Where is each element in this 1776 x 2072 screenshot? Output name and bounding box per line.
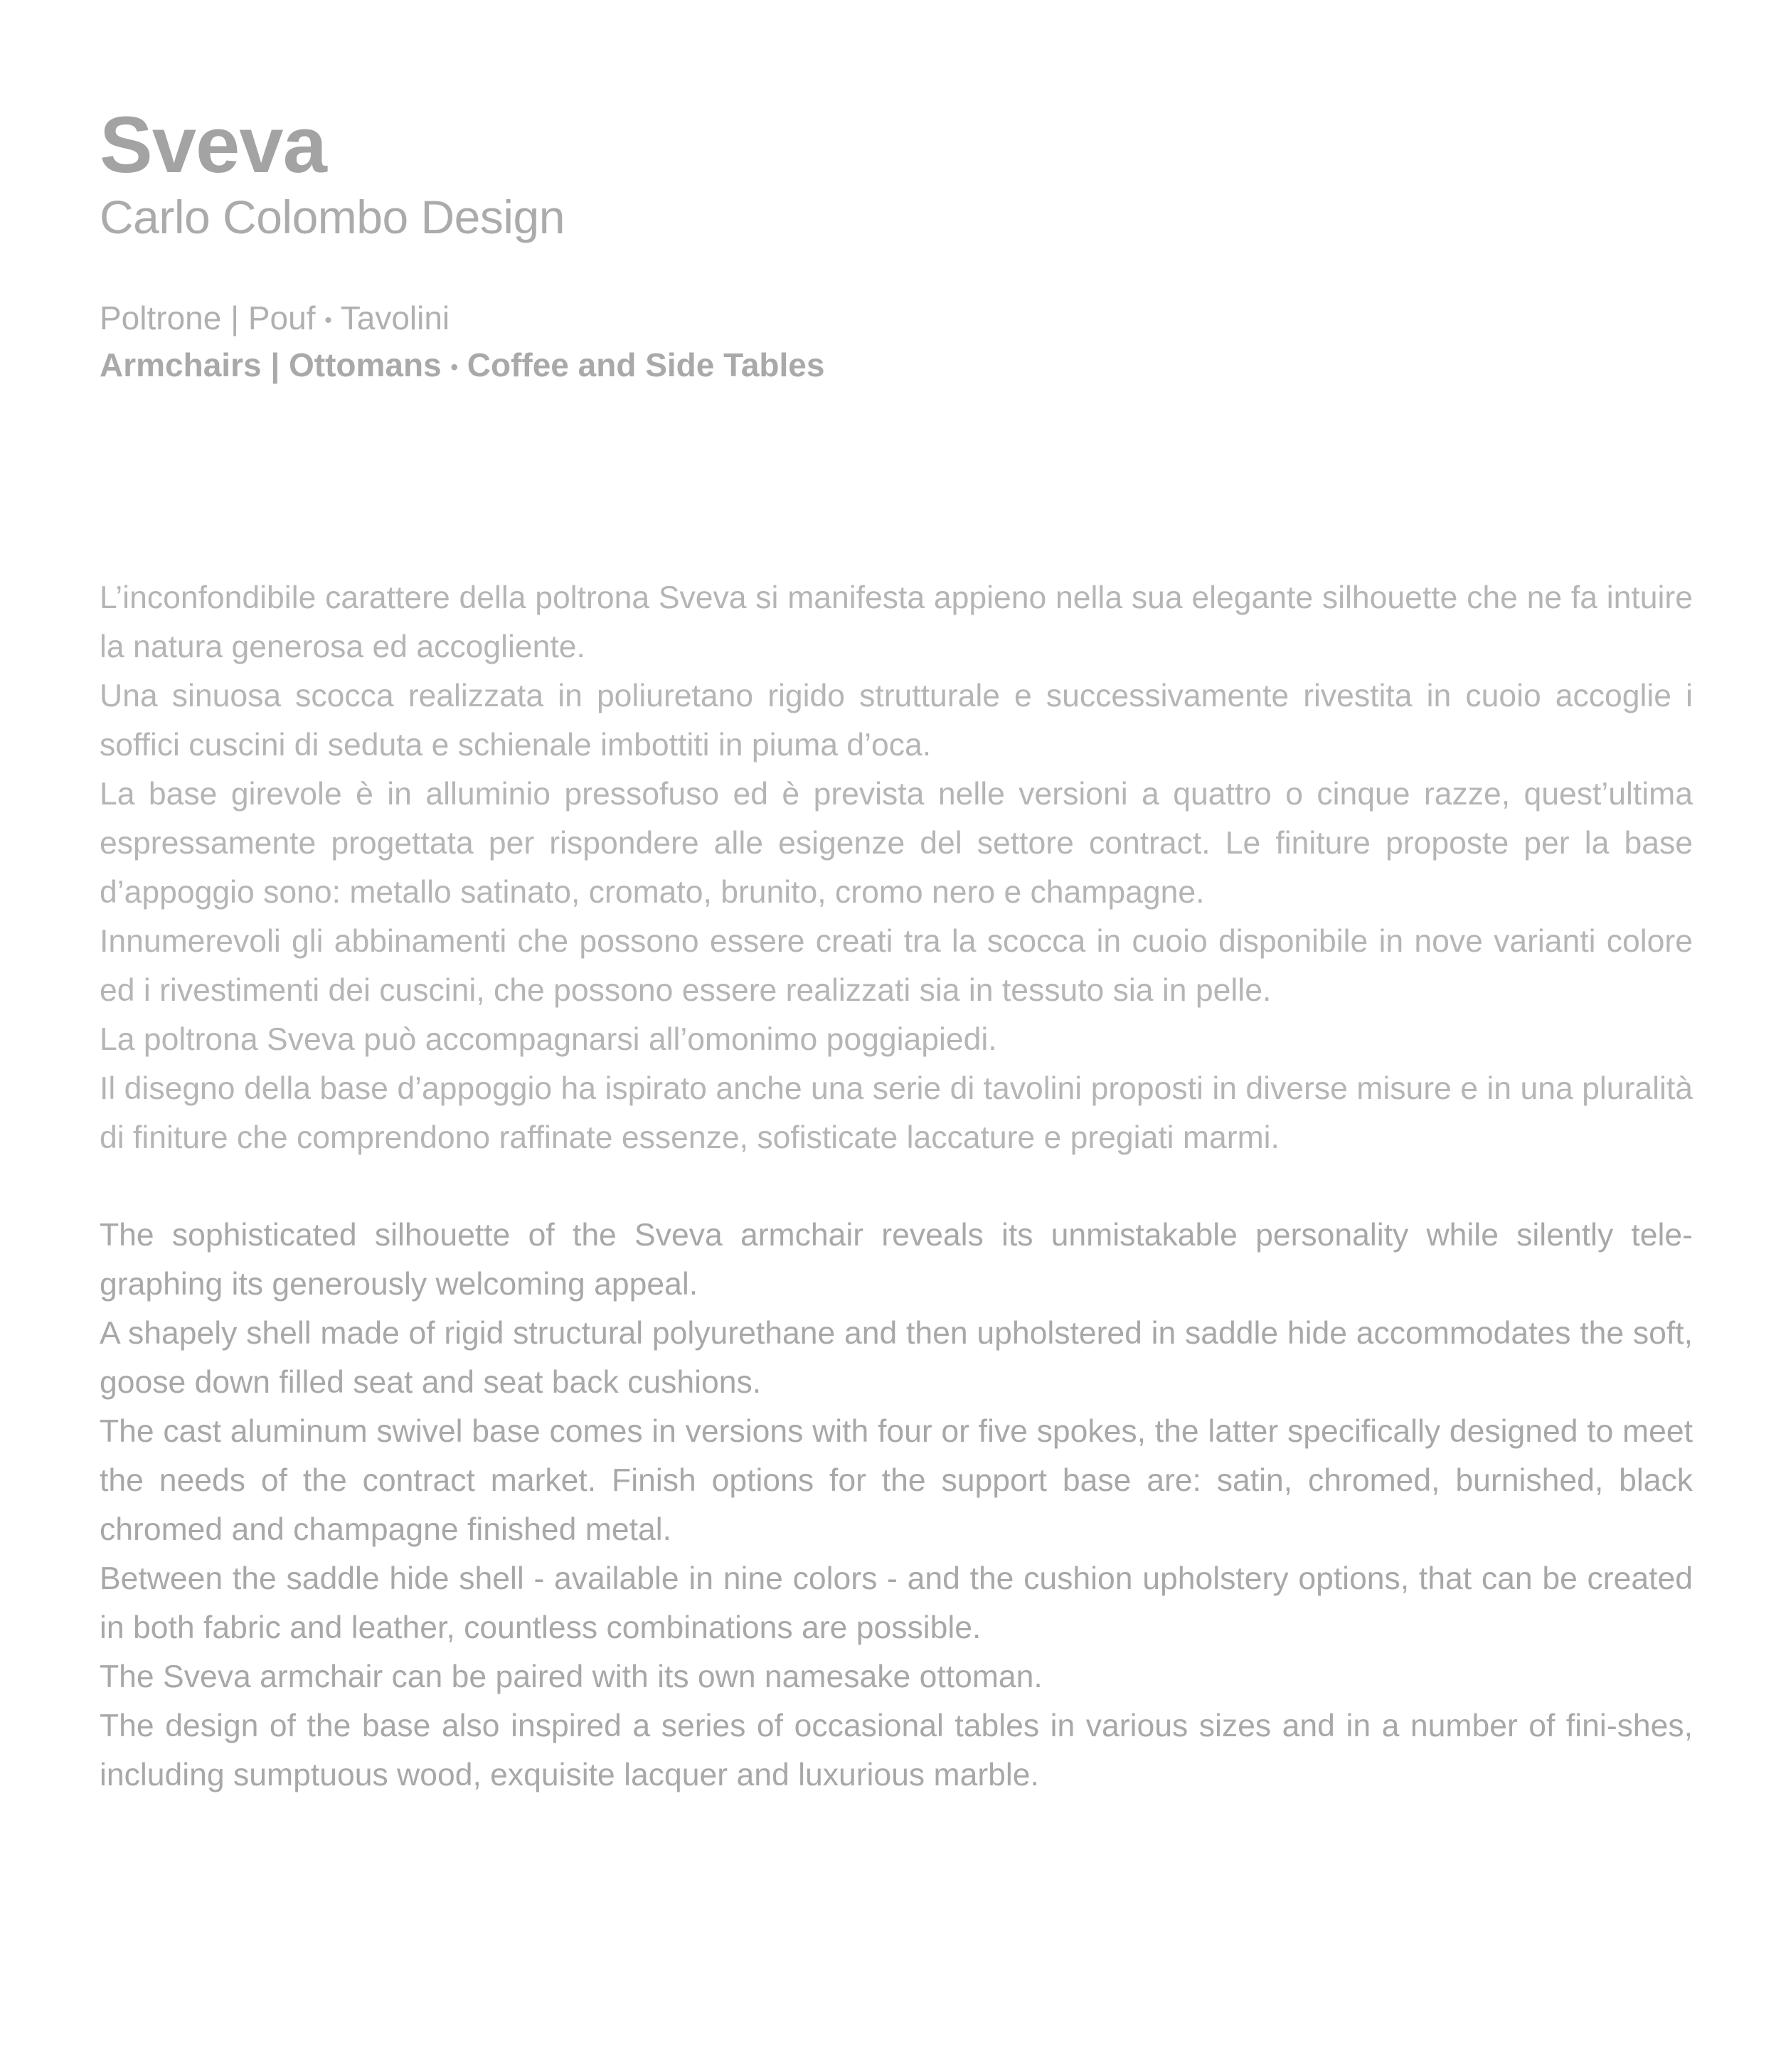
paragraph-it: La poltrona Sveva può accompagnarsi all’omonimo poggiapiedi.: [100, 1022, 997, 1057]
designer-name: Carlo Colombo Design: [100, 191, 565, 243]
description-english: [100, 1211, 1693, 1800]
paragraph-en: The sophisticated silhouette of the Sveva armchair reveals its unmistakable personality while silently tele-graphing its generously welcoming appeal.: [100, 1218, 1693, 1302]
product-title: Sveva: [100, 100, 326, 189]
paragraph-it: Il disegno della base d’appoggio ha ispirato anche una serie di tavolini proposti in diverse misure e in una pluralità di finiture che comprendono raffinate essenze, sofisticate laccature e pregiati marmi.: [100, 1071, 1693, 1155]
paragraph-it: La base girevole è in alluminio pressofuso ed è prevista nelle versioni a quattro o cinque razze, quest’ultima espressamente progettata per rispondere alle esigenze del settore contract. Le finiture proposte per la base d’appoggio sono: metallo satinato, cromato, brunito, cromo nero e champagne.: [100, 777, 1693, 910]
categories-english-secondary: Coffee and Side Tables: [467, 346, 825, 383]
paragraph-it: L’inconfondibile carattere della poltrona Sveva si manifesta appieno nella sua elegante silhouette che ne fa intuire la natura generosa ed accogliente.: [100, 580, 1693, 664]
categories-english: [100, 346, 825, 383]
paragraph-en: The design of the base also inspired a series of occasional tables in various sizes and in a number of fini-shes, including sumptuous wood, exquisite lacquer and luxurious marble.: [100, 1709, 1693, 1792]
paragraph-en: A shapely shell made of rigid structural polyurethane and then upholstered in saddle hide accommodates the soft, goose down filled seat and seat back cushions.: [100, 1316, 1693, 1400]
bullet-separator: •: [324, 308, 332, 332]
paragraph-en: The Sveva armchair can be paired with its own namesake ottoman.: [100, 1659, 1043, 1694]
paragraph-en: The cast aluminum swivel base comes in versions with four or five spokes, the latter specifically designed to meet the needs of the contract market. Finish options for the support base are: satin, chromed, burnished, black chromed and champagne finished metal.: [100, 1414, 1693, 1547]
bullet-separator: •: [450, 355, 458, 379]
paragraph-en: Between the saddle hide shell - available in nine colors - and the cushion upholstery options, that can be created in both fabric and leather, countless combinations are possible.: [100, 1561, 1693, 1645]
description-italian: [100, 573, 1693, 1162]
categories-english-primary: Armchairs | Ottomans: [100, 346, 442, 383]
paragraph-it: Una sinuosa scocca realizzata in poliuretano rigido strutturale e successivamente rivestita in cuoio accoglie i soffici cuscini di seduta e schienale imbottiti in piuma d’oca.: [100, 679, 1693, 763]
paragraph-it: Innumerevoli gli abbinamenti che possono essere creati tra la scocca in cuoio disponibile in nove varianti colore ed i rivestimenti dei cuscini, che possono essere realizzati sia in tessuto sia in pelle.: [100, 924, 1693, 1008]
categories-italian-primary: Poltrone | Pouf: [100, 299, 316, 336]
categories-italian-secondary: Tavolini: [340, 299, 450, 336]
categories-italian: [100, 299, 450, 336]
